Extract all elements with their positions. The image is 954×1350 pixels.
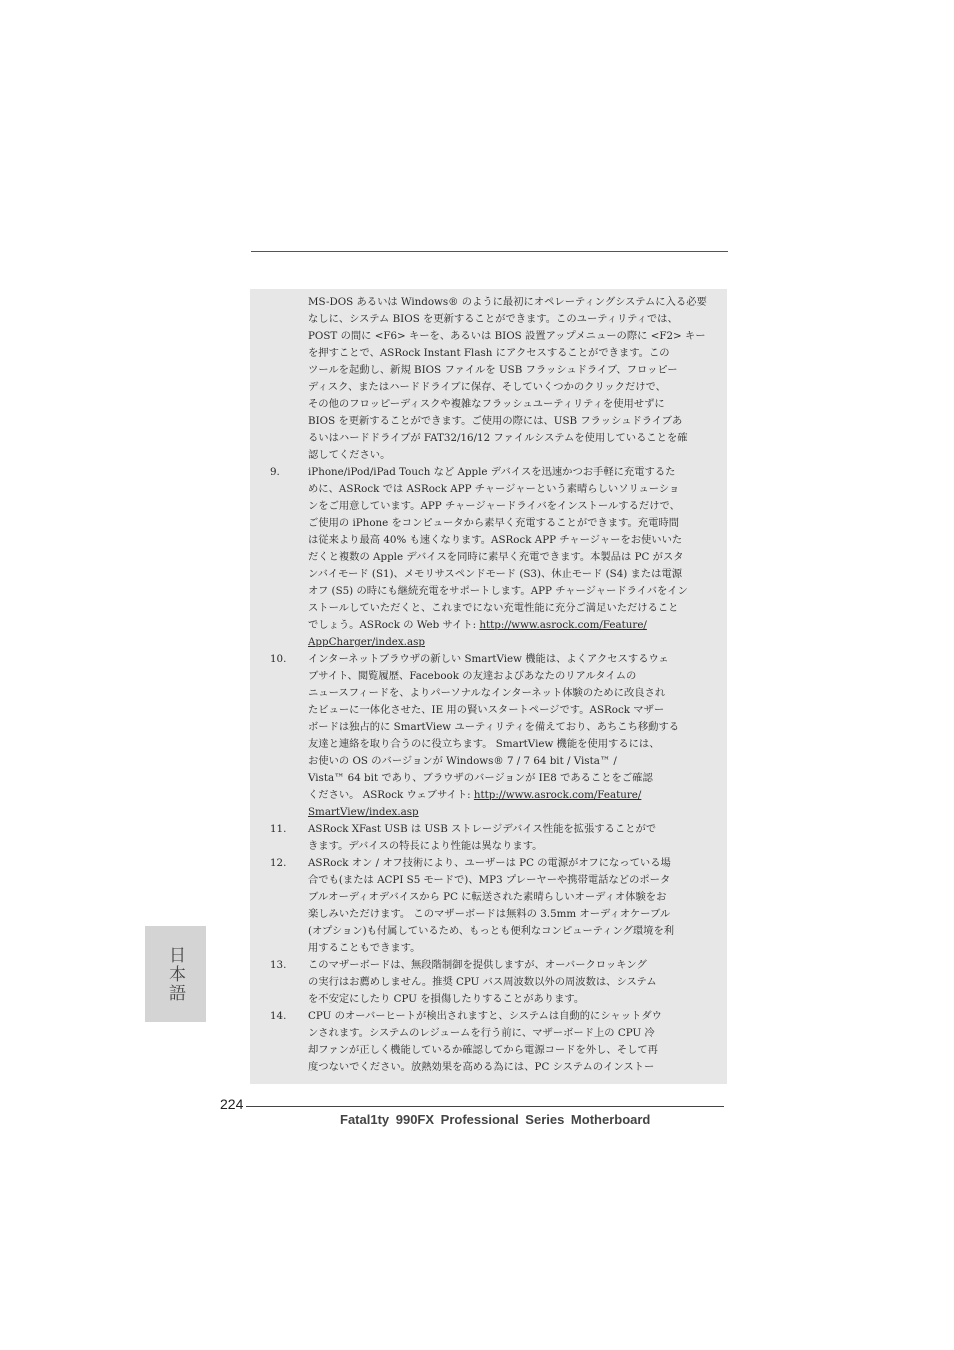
text-line: その他のフロッピーディスクや複雑なフラッシュユーティリティを使用せずに xyxy=(308,398,665,410)
text-line: の実行はお薦めしません。推奨 CPU バス周波数以外の周波数は、システム xyxy=(308,976,657,988)
text-line: ボードは独占的に SmartView ユーティリティを備えており、あちこち移動する xyxy=(308,721,680,733)
text-line: るいはハードドライブが FAT32/16/12 ファイルシステムを使用していることを確 xyxy=(308,432,688,444)
text-line: Vista™ 64 bit であり、ブラウザのバージョンが IE8 であることをご確認 xyxy=(308,772,653,784)
text-line: iPhone/iPod/iPad Touch など Apple デバイスを迅速かつお手軽に充電するた xyxy=(308,466,676,478)
text-line: 度つないでください。放熱効果を高める為には、PC システムのインストー xyxy=(308,1061,655,1073)
page-number: 224 xyxy=(220,1096,244,1112)
text-line: は従来より最高 40% も速くなります。ASRock APP チャージャーをお使いいた xyxy=(308,534,683,546)
text-line: ご使用の iPhone をコンピュータから素早く充電することができます。充電時間 xyxy=(308,517,679,529)
text-line: なしに、システム BIOS を更新することができます。このユーティリティでは、 xyxy=(308,313,678,325)
item-number: 14. xyxy=(270,1010,287,1022)
text-line: 合でも(または ACPI S5 モードで)、MP3 プレーヤーや携帯電話などのポータ xyxy=(308,874,671,886)
text-line: MS-DOS あるいは Windows® のように最初にオペレーティングシステムに入る必要 xyxy=(308,296,707,308)
text-line: お使いの OS のバージョンが Windows® 7 / 7 64 bit / Vista™ / xyxy=(308,755,617,767)
text-line: CPU のオーバーヒートが検出されますと、システムは自動的にシャットダウ xyxy=(308,1010,662,1022)
text-line: ASRock オン / オフ技術により、ユーザーは PC の電源がオフになっている場 xyxy=(308,857,671,869)
text-line: 用することもできます。 xyxy=(308,942,421,954)
text-line: (オプション)も付属しているため、もっとも便利なコンピューティング環境を利 xyxy=(308,925,675,937)
smartview-link[interactable]: SmartView/index.asp xyxy=(308,806,419,818)
text-line: ンをご用意しています。APP チャージャードライバをインストールするだけで、 xyxy=(308,500,680,512)
appcharger-link[interactable]: AppCharger/index.asp xyxy=(308,636,425,648)
text-line: ブルオーディオデバイスから PC に転送された素晴らしいオーディオ体験をお xyxy=(308,891,667,903)
text-line: 認してください。 xyxy=(308,449,391,461)
text-line: ください。 ASRock ウェブサイト: http://www.asrock.com/Feature/ xyxy=(308,789,642,801)
text-line: を不安定にしたり CPU を損傷したりすることがあります。 xyxy=(308,993,585,1005)
text-line: このマザーボードは、無段階制御を提供しますが、オーバークロッキング xyxy=(308,959,647,971)
text-line: オフ (S5) の時にも継続充電をサポートします。APP チャージャードライバをイン xyxy=(308,585,688,597)
content-panel xyxy=(250,289,727,1084)
item-number: 9. xyxy=(270,466,280,478)
footer-rule xyxy=(246,1106,724,1107)
text-line: ンバイモード (S1)、メモリサスペンドモード (S3)、休止モード (S4) または電源 xyxy=(308,568,683,580)
text-line: めに、ASRock では ASRock APP チャージャーという素晴らしいソリューショ xyxy=(308,483,680,495)
text-line: でしょう。ASRock の Web サイト: http://www.asrock.com/Feature/ xyxy=(308,619,647,631)
item-number: 12. xyxy=(270,857,287,869)
text-line: ニュースフィードを、よりパーソナルなインターネット体験のために改良され xyxy=(308,687,666,699)
item-number: 13. xyxy=(270,959,287,971)
text-line: 楽しみいただけます。 このマザーボードは無料の 3.5mm オーディオケーブル xyxy=(308,908,671,920)
item-number: 10. xyxy=(270,653,287,665)
appcharger-link[interactable]: http://www.asrock.com/Feature/ xyxy=(479,619,647,631)
text-line: BIOS を更新することができます。ご使用の際には、USB フラッシュドライブあ xyxy=(308,415,683,427)
smartview-link[interactable]: http://www.asrock.com/Feature/ xyxy=(473,789,642,801)
text-line: ツールを起動し、新規 BIOS ファイルを USB フラッシュドライブ、フロッピー xyxy=(308,364,678,376)
footer-title: Fatal1ty 990FX Professional Series Motherboard xyxy=(340,1112,651,1127)
text-line: ASRock XFast USB は USB ストレージデバイス性能を拡張することがで xyxy=(308,823,657,835)
text-line: を押すことで、ASRock Instant Flash にアクセスすることができます。この xyxy=(308,347,670,359)
text-line: POST の間に <F6> キーを、あるいは BIOS 設置アップメニューの際に <F2> キー xyxy=(308,330,706,342)
item-number: 11. xyxy=(270,823,287,835)
text-line: ブサイト、閲覧履歴、Facebook の友達およびあなたのリアルタイムの xyxy=(308,670,637,682)
language-tab xyxy=(145,926,206,1022)
language-label: 日本語 xyxy=(165,945,185,1003)
text-line: 友達と連絡を取り合うのに役立ちます。 SmartView 機能を使用するには、 xyxy=(308,738,660,750)
text-line: ンされます。システムのレジュームを行う前に、マザーボード上の CPU 冷 xyxy=(308,1027,655,1039)
text-line: きます。デバイスの特長により性能は異なります。 xyxy=(308,840,543,852)
text-line: だくと複数の Apple デバイスを同時に素早く充電できます。本製品は PC がスタ xyxy=(308,551,684,563)
text-line: インターネットブラウザの新しい SmartView 機能は、よくアクセスするウェ xyxy=(308,653,669,665)
text-line: ストールしていただくと、これまでにない充電性能に充分ご満足いただけること xyxy=(308,602,679,614)
text-line: たビューに一体化させた、IE 用の賢いスタートページです。ASRock マザー xyxy=(308,704,665,716)
text-line: ディスク、またはハードドライブに保存、そしていくつかのクリックだけで、 xyxy=(308,381,666,393)
text-line: 却ファンが正しく機能しているか確認してから電源コードを外し、そして再 xyxy=(308,1044,658,1056)
header-rule xyxy=(251,251,728,252)
